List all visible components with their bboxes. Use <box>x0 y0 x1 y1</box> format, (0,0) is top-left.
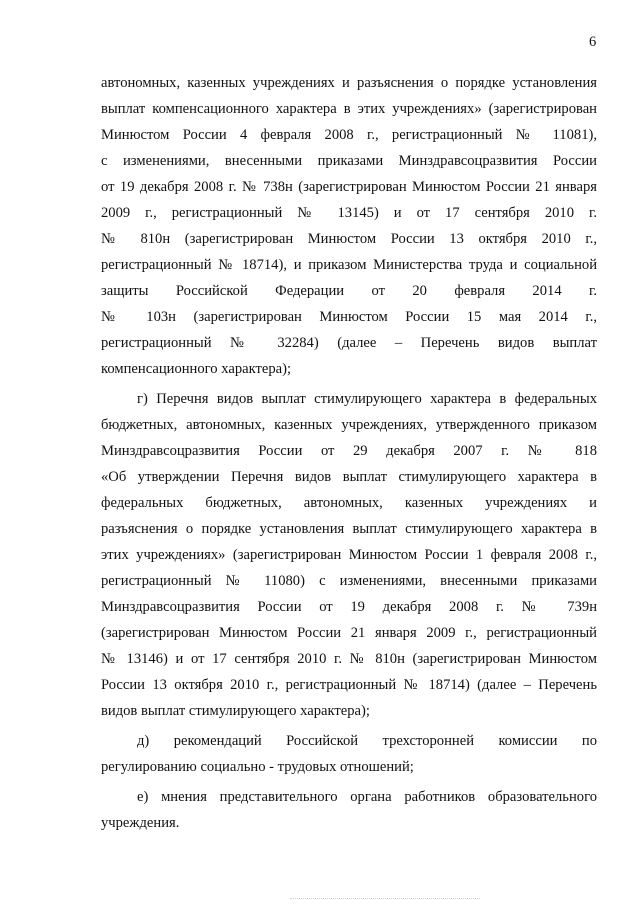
text-line: от 19 декабря 2008 г. № 738н (зарегистрирован Минюстом России 21 января <box>101 179 597 195</box>
text-line: № 810н (зарегистрирован Минюстом России 13 октября 2010 г., <box>101 231 597 247</box>
document-body <box>101 70 597 836</box>
text-line: регистрационный № 11080) с изменениями, внесенными приказами <box>101 573 597 589</box>
text-line: регистрационный № 32284) (далее – Перечень видов выплат <box>101 335 597 351</box>
text-line: федеральных бюджетных, автономных, казенных учреждениях и <box>101 495 597 511</box>
text-line: с изменениями, внесенными приказами Минздравсоцразвития России <box>101 153 597 169</box>
paragraph-g-first-line: г) Перечня видов выплат стимулирующего характера в федеральных <box>137 391 597 407</box>
page-number: 6 <box>589 34 597 50</box>
footer-rule <box>290 898 480 899</box>
text-line: защиты Российской Федерации от 20 февраля 2014 г. <box>101 283 597 299</box>
text-line: России 13 октября 2010 г., регистрационный № 18714) (далее – Перечень <box>101 677 597 693</box>
text-line: разъяснения о порядке установления выплат стимулирующего характера в <box>101 521 597 537</box>
text-line: Минздравсоцразвития России от 29 декабря 2007 г. № 818 <box>101 443 597 459</box>
text-line: «Об утверждении Перечня видов выплат стимулирующего характера в <box>101 469 597 485</box>
text-line: видов выплат стимулирующего характера); <box>101 703 370 719</box>
text-line: компенсационного характера); <box>101 361 292 377</box>
text-line: Минюстом России 4 февраля 2008 г., регистрационный № 11081), <box>101 127 597 143</box>
text-line: 2009 г., регистрационный № 13145) и от 17 сентября 2010 г. <box>101 205 597 221</box>
text-line: автономных, казенных учреждениях и разъяснения о порядке установления <box>101 75 597 91</box>
text-line: бюджетных, автономных, казенных учреждениях, утвержденного приказом <box>101 417 597 433</box>
text-line: № 13146) и от 17 сентября 2010 г. № 810н (зарегистрирован Минюстом <box>101 651 597 667</box>
text-line: (зарегистрирован Минюстом России 21 января 2009 г., регистрационный <box>101 625 597 641</box>
text-line: учреждения. <box>101 815 180 831</box>
paragraph-e-first-line: е) мнения представительного органа работников образовательного <box>137 789 597 805</box>
text-line: регистрационный № 18714), и приказом Министерства труда и социальной <box>101 257 597 273</box>
text-line: регулированию социально - трудовых отношений; <box>101 759 414 775</box>
text-line: выплат компенсационного характера в этих учреждениях» (зарегистрирован <box>101 101 597 117</box>
text-line: Минздравсоцразвития России от 19 декабря 2008 г. № 739н <box>101 599 597 615</box>
text-line: этих учреждениях» (зарегистрирован Минюстом России 1 февраля 2008 г., <box>101 547 597 563</box>
text-line: № 103н (зарегистрирован Минюстом России 15 мая 2014 г., <box>101 309 597 325</box>
paragraph-d-first-line: д) рекомендаций Российской трехсторонней комиссии по <box>137 733 597 749</box>
